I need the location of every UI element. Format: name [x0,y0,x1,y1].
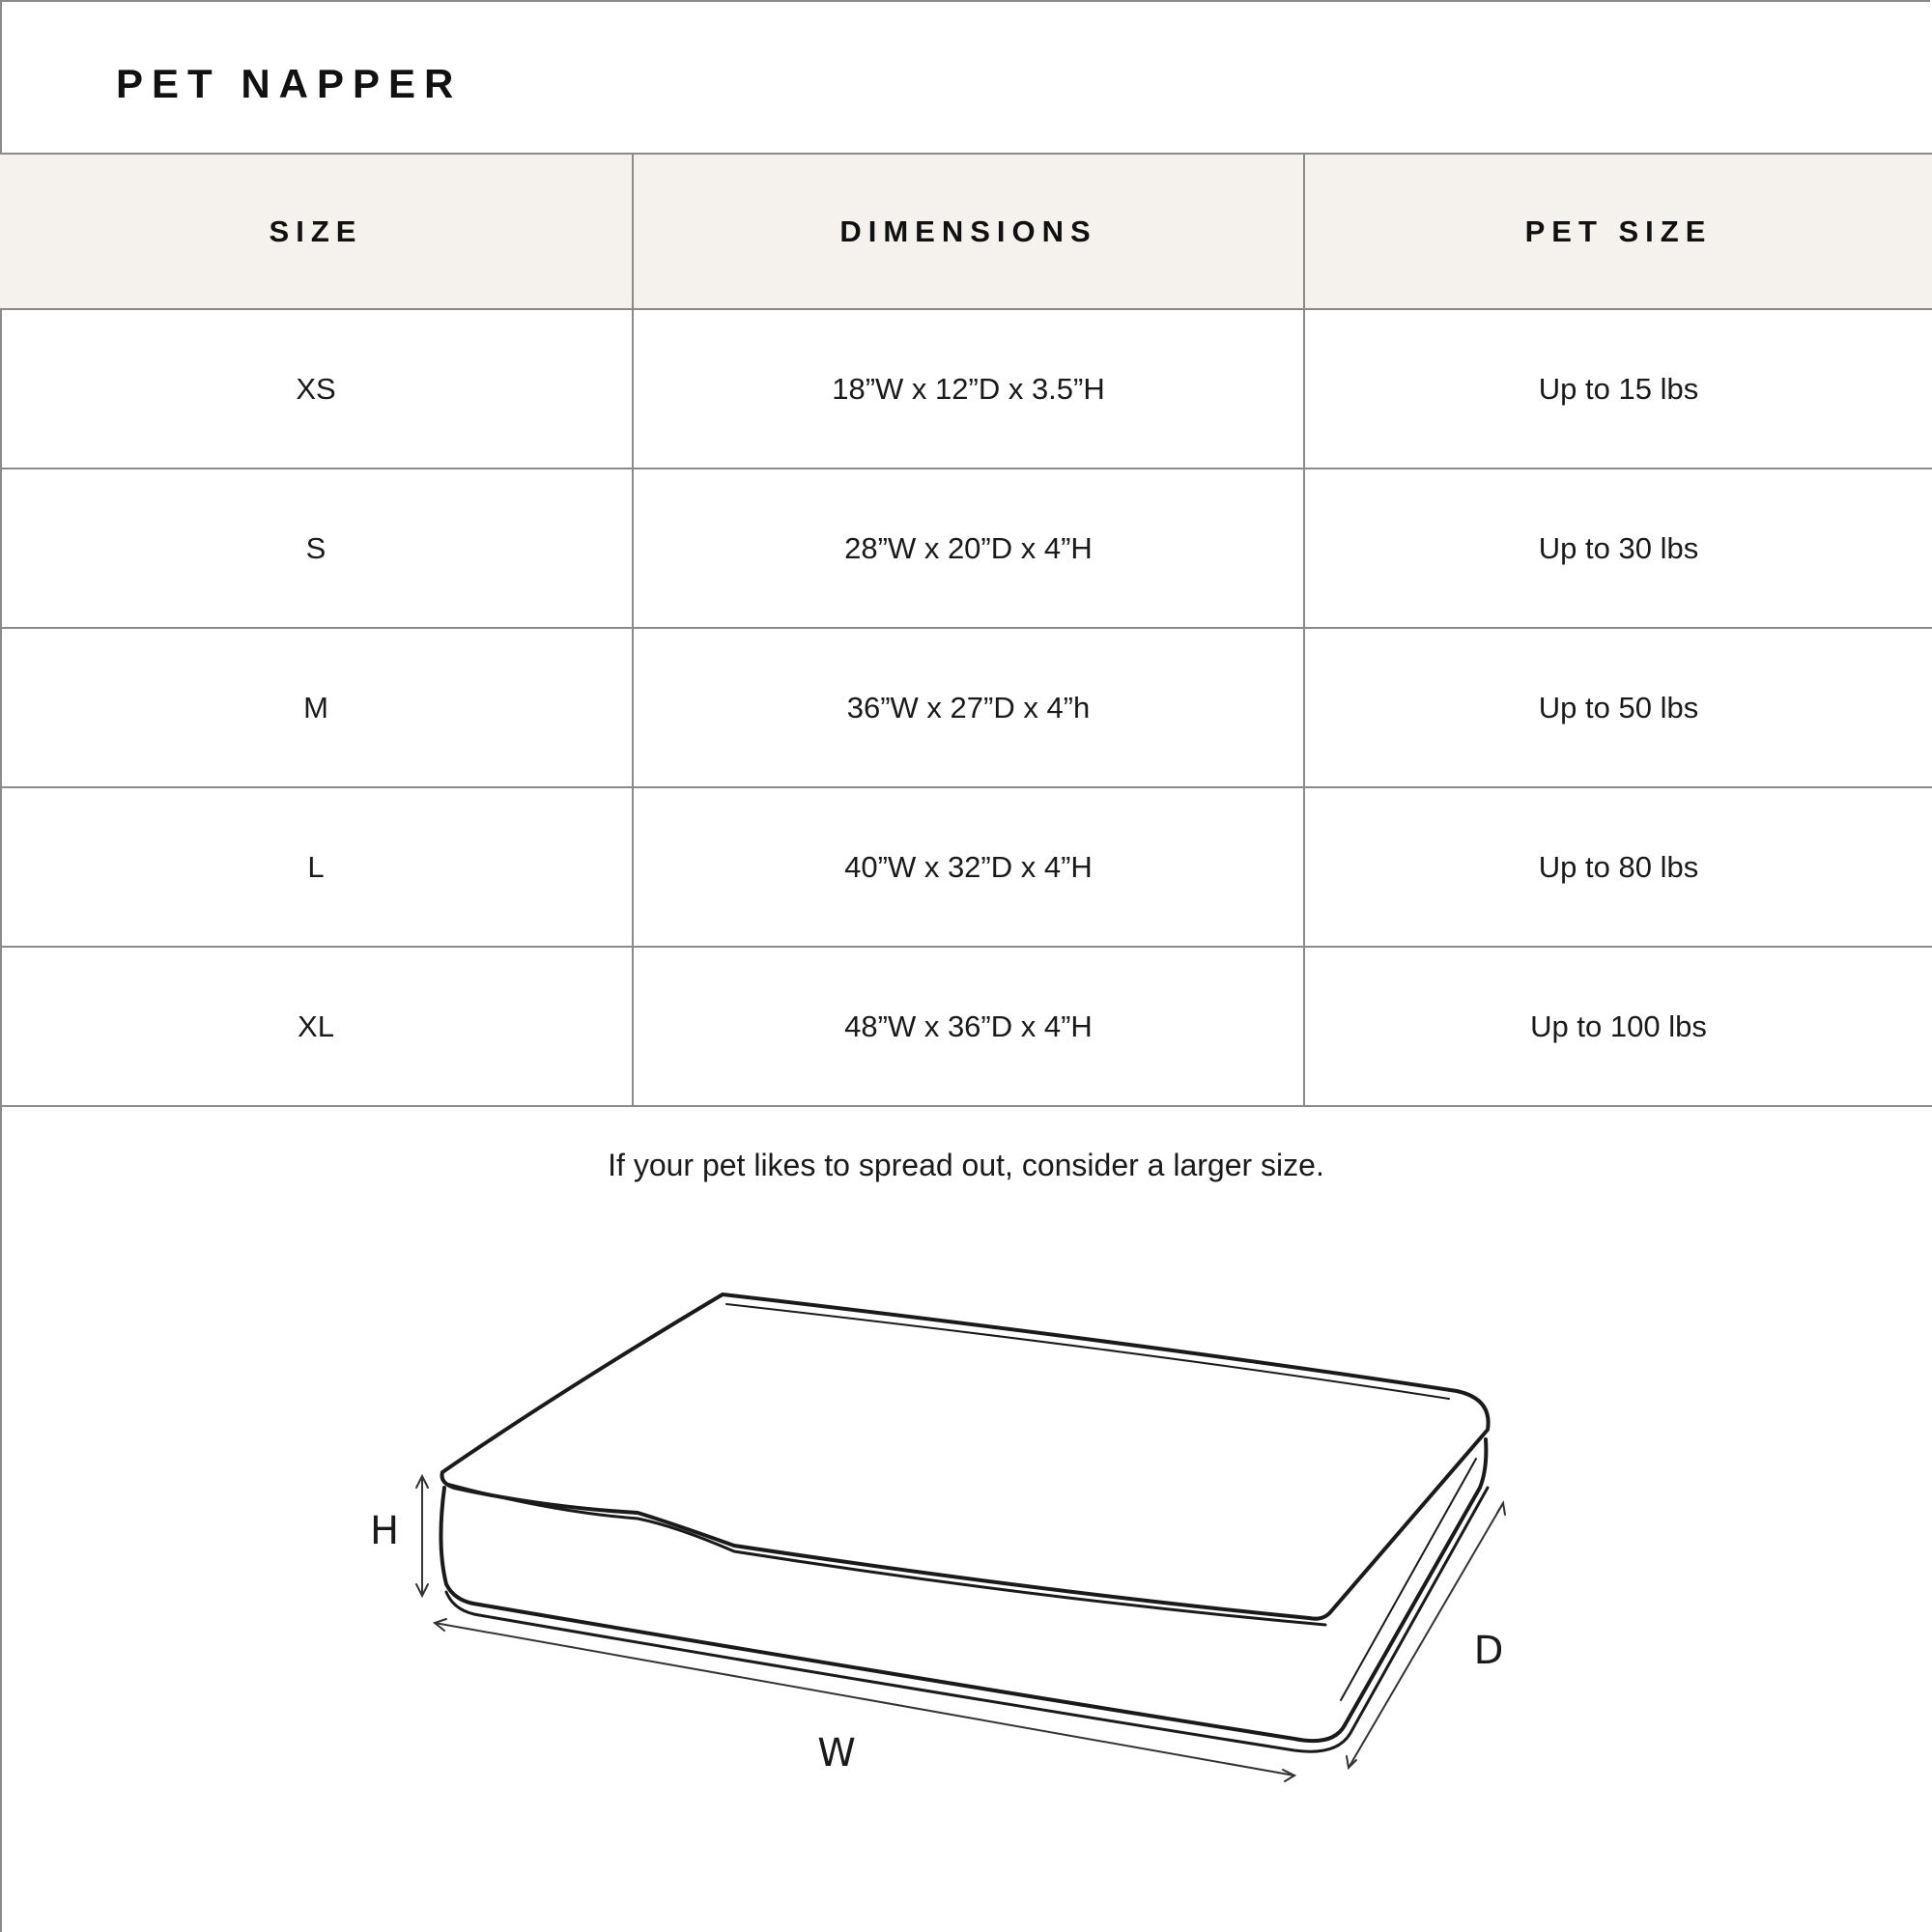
pet-bed-drawing [440,1294,1488,1751]
table-row [0,628,1932,787]
depth-label: D [1473,1629,1504,1673]
column-header-dimensions: DIMENSIONS [633,155,1304,309]
dimension-lines [416,1476,1505,1781]
size-cell: XS [0,309,633,469]
table-header-row [0,155,1932,309]
width-line [435,1623,1294,1776]
size-cell: XL [0,947,633,1106]
dimensions-cell: 28”W x 20”D x 4”H [633,469,1304,628]
pet-size-cell: Up to 80 lbs [1304,787,1932,947]
size-cell: L [0,787,633,947]
dimensions-cell: 36”W x 27”D x 4”h [633,628,1304,787]
bed-top-outline [442,1294,1489,1619]
width-arrow-right [1283,1770,1294,1781]
pet-size-cell: Up to 15 lbs [1304,309,1932,469]
size-advice-note: If your pet likes to spread out, consider a larger size. [608,1148,1324,1182]
table-row [0,309,1932,469]
column-header-pet-size: PET SIZE [1304,155,1932,309]
bed-bottom-seam [446,1488,1488,1751]
size-cell: M [0,628,633,787]
size-cell: S [0,469,633,628]
pet-size-cell: Up to 50 lbs [1304,628,1932,787]
page-title: PET NAPPER [116,61,463,106]
column-header-size: SIZE [0,155,633,309]
pet-size-cell: Up to 100 lbs [1304,947,1932,1106]
size-chart-table [0,155,1932,1107]
table-row [0,947,1932,1106]
table-row [0,787,1932,947]
bed-front-seam [446,1484,1325,1625]
height-label: H [369,1509,400,1553]
pet-size-cell: Up to 30 lbs [1304,469,1932,628]
title-bar [0,0,1932,155]
dimensions-cell: 40”W x 32”D x 4”H [633,787,1304,947]
table-row [0,469,1932,628]
width-label: W [817,1731,856,1776]
bed-right-side [1345,1439,1486,1725]
dimensions-cell: 18”W x 12”D x 3.5”H [633,309,1304,469]
dimensions-cell: 48”W x 36”D x 4”H [633,947,1304,1106]
pet-bed-illustration [0,1256,1932,1835]
bed-top-inner-edge [726,1304,1449,1399]
